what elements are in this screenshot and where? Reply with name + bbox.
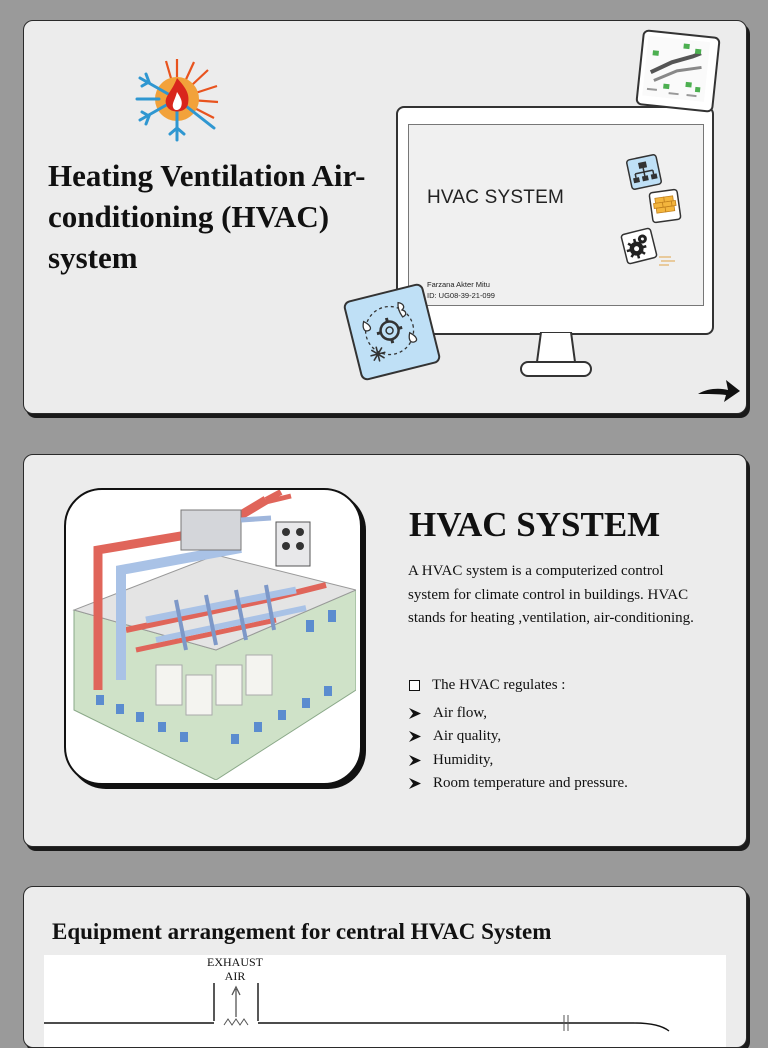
- title-slide: [23, 20, 747, 414]
- arrow-bullet-icon: [409, 778, 421, 789]
- list-item: [409, 725, 628, 748]
- screen-author: Farzana Akter Mitu: [427, 280, 490, 289]
- list-lead-text: The HVAC regulates :: [432, 677, 566, 693]
- list-item-text: Humidity,: [433, 751, 494, 768]
- section-title: HVAC SYSTEM: [409, 505, 661, 544]
- hvac-logo-icon: [134, 56, 220, 142]
- hvac-overview-slide: [23, 454, 747, 847]
- equipment-diagram: [44, 955, 726, 1048]
- arrow-bullet-icon: [409, 755, 421, 766]
- title: Heating Ventilation Air-conditioning (HVAC) system: [48, 158, 366, 275]
- screen-title: HVAC SYSTEM: [427, 187, 564, 208]
- monitor-stand: [511, 332, 601, 378]
- section-title: Equipment arrangement for central HVAC System: [52, 919, 552, 944]
- hierarchy-icon: [624, 152, 664, 192]
- monitor-mockup: [396, 106, 714, 378]
- list-item-text: Air quality,: [433, 728, 502, 745]
- brick-wall-icon: [647, 187, 683, 225]
- arrow-bullet-icon: [409, 708, 421, 719]
- gears-icon: [618, 225, 659, 266]
- list-item: [409, 772, 628, 795]
- arrow-bullet-icon: [409, 731, 421, 742]
- next-arrow-icon[interactable]: [696, 376, 742, 404]
- list-item: [409, 749, 628, 772]
- monitor-frame: [396, 106, 714, 335]
- wind-lines-icon: [657, 253, 677, 269]
- building-hvac-illustration: [64, 488, 362, 785]
- gear-snow-fan-icon: [345, 286, 435, 376]
- regulated-items-list: [409, 702, 628, 795]
- box-bullet-icon: [409, 680, 420, 691]
- list-item-text: Air flow,: [433, 705, 488, 721]
- list-item: [409, 702, 628, 725]
- screen-id: ID: UG08-39-21-099: [427, 291, 495, 300]
- exhaust-air-label: EXHAUST AIR: [207, 955, 263, 983]
- screen: [408, 124, 704, 306]
- list-lead: [409, 677, 565, 694]
- hvac-diagram-thumbnail: [635, 29, 721, 113]
- description: A HVAC system is a computerized control system for climate control in buildings. HVAC stands for heating ,ventilation, air-conditioning.: [408, 563, 694, 626]
- list-item-text: Room temperature and pressure.: [433, 774, 628, 791]
